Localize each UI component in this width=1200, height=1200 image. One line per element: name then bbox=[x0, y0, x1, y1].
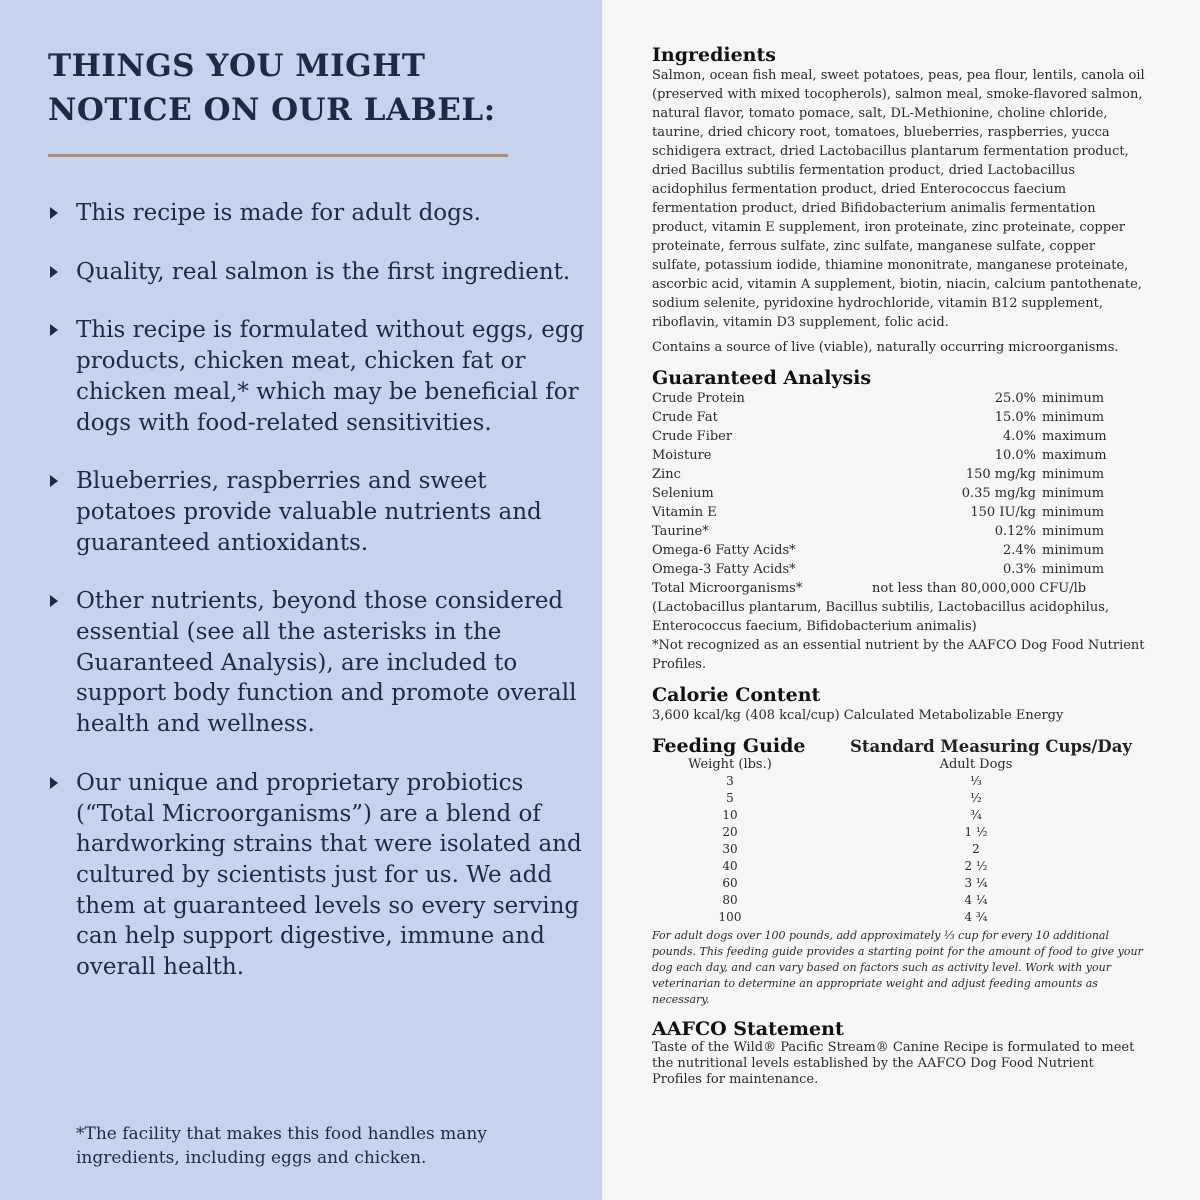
nutrient-qualifier: minimum bbox=[1042, 524, 1105, 539]
cups-cell: 1 ½ bbox=[964, 825, 988, 839]
nutrient-qualifier: minimum bbox=[1042, 410, 1105, 425]
table-row bbox=[652, 503, 1147, 522]
microorganism-strains: (Lactobacillus plantarum, Bacillus subtilis, Lactobacillus acidophilus, Enterococcus faecium, Bifidobacterium animalis) bbox=[652, 600, 1110, 634]
headline-line-1: THINGS YOU MIGHT bbox=[48, 48, 426, 84]
feeding-title: Feeding Guide bbox=[652, 735, 806, 757]
nutrient-name: Crude Fat bbox=[652, 410, 718, 425]
headline bbox=[48, 44, 568, 132]
analysis-title: Guaranteed Analysis bbox=[652, 367, 872, 389]
feeding-header bbox=[652, 735, 1147, 757]
cups-cell: ¾ bbox=[970, 808, 982, 822]
nutrient-qualifier: minimum bbox=[1042, 562, 1105, 577]
bullet-item bbox=[48, 315, 588, 438]
table-row bbox=[652, 909, 1147, 926]
nutrient-name: Total Microorganisms* bbox=[652, 581, 803, 596]
nutrient-name: Taurine* bbox=[652, 524, 709, 539]
cups-cell: 4 ¾ bbox=[964, 910, 988, 924]
weight-cell: 5 bbox=[726, 791, 734, 805]
weight-cell: 10 bbox=[722, 808, 738, 822]
aafco-section bbox=[652, 1018, 1147, 1088]
nutrient-name: Crude Fiber bbox=[652, 429, 733, 444]
aafco-title: AAFCO Statement bbox=[652, 1018, 844, 1040]
nutrient-value: 25.0% bbox=[994, 391, 1036, 406]
cups-cell: 4 ¼ bbox=[964, 893, 988, 907]
arrow-icon bbox=[50, 475, 58, 487]
bullet-text: This recipe is made for adult dogs. bbox=[76, 200, 481, 226]
cups-cell: 2 ½ bbox=[964, 859, 988, 873]
table-row bbox=[652, 858, 1147, 875]
table-row bbox=[652, 560, 1147, 579]
nutrient-qualifier: minimum bbox=[1042, 467, 1105, 482]
calorie-section bbox=[652, 684, 1147, 725]
arrow-icon bbox=[50, 207, 58, 219]
table-row bbox=[652, 875, 1147, 892]
bullet-item bbox=[48, 466, 588, 558]
nutrient-value: 0.35 mg/kg bbox=[961, 486, 1036, 501]
table-row bbox=[652, 807, 1147, 824]
nutrient-name: Crude Protein bbox=[652, 391, 745, 406]
bullet-item bbox=[48, 198, 588, 229]
nutrient-value: 150 mg/kg bbox=[965, 467, 1036, 482]
weight-cell: 30 bbox=[722, 842, 738, 856]
feeding-column-headers bbox=[652, 757, 1147, 773]
table-row bbox=[652, 446, 1147, 465]
nutrient-qualifier: maximum bbox=[1042, 448, 1107, 463]
table-row bbox=[652, 841, 1147, 858]
arrow-icon bbox=[50, 595, 58, 607]
nutrient-value: 0.3% bbox=[1002, 562, 1036, 577]
table-row bbox=[652, 541, 1147, 560]
weight-cell: 100 bbox=[718, 910, 742, 924]
adult-dogs-header: Adult Dogs bbox=[939, 757, 1013, 772]
bullet-text: This recipe is formulated without eggs, egg products, chicken meat, chicken fat or chicken meal,* which may be beneficial for dogs with food-related sensitivities. bbox=[76, 317, 585, 436]
nutrient-qualifier: minimum bbox=[1042, 391, 1105, 406]
nutrient-value: not less than 80,000,000 CFU/lb bbox=[872, 581, 1087, 596]
table-row bbox=[652, 824, 1147, 841]
nutrient-qualifier: minimum bbox=[1042, 505, 1105, 520]
ingredients-section bbox=[652, 44, 1147, 357]
table-row bbox=[652, 522, 1147, 541]
table-row bbox=[652, 790, 1147, 807]
aafco-text: Taste of the Wild® Pacific Stream® Canine Recipe is formulated to meet the nutritional levels established by the AAFCO Dog Food Nutrient Profiles for maintenance. bbox=[652, 1040, 1135, 1087]
cups-title: Standard Measuring Cups/Day bbox=[850, 737, 1132, 756]
analysis-footnote: *Not recognized as an essential nutrient by the AAFCO Dog Food Nutrient Profiles. bbox=[652, 638, 1145, 672]
nutrient-value: 4.0% bbox=[1002, 429, 1036, 444]
ingredients-text: Salmon, ocean fish meal, sweet potatoes, peas, pea flour, lentils, canola oil (preserved with mixed tocopherols), salmon meal, smoke-flavored salmon, natural flavor, tomato pomace, salt, DL-Methionine, choline chloride, taurine, dried chicory root, tomatoes, blueberries, raspberries, yucca schidigera extract, dried Lactobacillus plantarum fermentation product, dried Bacillus subtilis fermentation product, dried Lactobacillus acidophilus fermentation product, dried Enterococcus faecium fermentation product, dried Bifidobacterium animalis fermentation product, vitamin E supplement, iron proteinate, zinc proteinate, copper proteinate, ferrous sulfate, zinc sulfate, manganese sulfate, copper sulfate, potassium iodide, thiamine mononitrate, manganese proteinate, ascorbic acid, vitamin A supplement, biotin, niacin, calcium pantothenate, sodium selenite, pyridoxine hydrochloride, vitamin B12 supplement, riboflavin, vitamin D3 supplement, folic acid. bbox=[652, 68, 1145, 330]
nutrient-name: Selenium bbox=[652, 486, 714, 501]
arrow-icon bbox=[50, 777, 58, 789]
bullet-item bbox=[48, 768, 588, 983]
bullet-text: Blueberries, raspberries and sweet potatoes provide valuable nutrients and guaranteed antioxidants. bbox=[76, 468, 542, 556]
calorie-text: 3,600 kcal/kg (408 kcal/cup) Calculated Metabolizable Energy bbox=[652, 708, 1064, 723]
nutrient-name: Omega-3 Fatty Acids* bbox=[652, 562, 796, 577]
nutrient-name: Zinc bbox=[652, 467, 681, 482]
table-row bbox=[652, 408, 1147, 427]
nutrient-qualifier: minimum bbox=[1042, 486, 1105, 501]
weight-cell: 3 bbox=[726, 774, 734, 788]
table-row bbox=[652, 427, 1147, 446]
nutrient-qualifier: maximum bbox=[1042, 429, 1107, 444]
nutrient-value: 150 IU/kg bbox=[970, 505, 1036, 520]
ingredients-note: Contains a source of live (viable), naturally occurring microorganisms. bbox=[652, 340, 1119, 355]
bullet-text: Other nutrients, beyond those considered essential (see all the asterisks in the Guaranteed Analysis), are included to support body function and promote overall health and wellness. bbox=[76, 588, 577, 738]
nutrient-value: 2.4% bbox=[1002, 543, 1036, 558]
analysis-section bbox=[652, 367, 1147, 674]
weight-cell: 80 bbox=[722, 893, 738, 907]
nutrient-name: Vitamin E bbox=[652, 505, 717, 520]
nutrient-value: 0.12% bbox=[994, 524, 1036, 539]
bullet-item bbox=[48, 586, 588, 740]
label-content bbox=[652, 44, 1147, 1098]
calorie-title: Calorie Content bbox=[652, 684, 821, 706]
cups-cell: ½ bbox=[970, 791, 982, 805]
ingredients-title: Ingredients bbox=[652, 44, 776, 66]
bullet-text: Quality, real salmon is the first ingredient. bbox=[76, 258, 571, 285]
nutrient-qualifier: minimum bbox=[1042, 543, 1105, 558]
nutrient-name: Moisture bbox=[652, 448, 712, 463]
headline-line-2: NOTICE ON OUR LABEL: bbox=[48, 92, 496, 128]
bullet-text: Our unique and proprietary probiotics (“Total Microorganisms”) are a blend of hardworking strains that were isolated and cultured by scientists just for us. We add them at guaranteed levels so every serving can help support digestive, immune and overall health. bbox=[76, 769, 582, 981]
weight-header: Weight (lbs.) bbox=[688, 757, 772, 772]
bullet-list bbox=[48, 198, 588, 1011]
label-panel bbox=[602, 0, 1200, 1200]
weight-cell: 20 bbox=[722, 825, 738, 839]
table-row bbox=[652, 892, 1147, 909]
arrow-icon bbox=[50, 324, 58, 336]
table-row bbox=[652, 484, 1147, 503]
nutrient-value: 10.0% bbox=[994, 448, 1036, 463]
facility-footnote: *The facility that makes this food handles many ingredients, including eggs and chicken. bbox=[76, 1124, 487, 1168]
arrow-icon bbox=[50, 266, 58, 278]
table-row bbox=[652, 579, 1147, 598]
nutrient-name: Omega-6 Fatty Acids* bbox=[652, 543, 796, 558]
cups-cell: ⅓ bbox=[970, 774, 982, 788]
nutrient-value: 15.0% bbox=[994, 410, 1036, 425]
analysis-table bbox=[652, 389, 1147, 598]
feeding-note: For adult dogs over 100 pounds, add approximately ⅓ cup for every 10 additional pounds. This feeding guide provides a starting point for the amount of food to give your dog each day, and can vary based on factors such as activity level. Work with your veterinarian to determine an appropriate weight and adjust feeding amounts as necessary. bbox=[652, 929, 1143, 1006]
cups-cell: 3 ¼ bbox=[964, 876, 988, 890]
cups-cell: 2 bbox=[972, 842, 980, 856]
feeding-section bbox=[652, 735, 1147, 1008]
table-row bbox=[652, 389, 1147, 408]
weight-cell: 60 bbox=[722, 876, 738, 890]
table-row bbox=[652, 465, 1147, 484]
weight-cell: 40 bbox=[722, 859, 738, 873]
table-row bbox=[652, 773, 1147, 790]
bullet-item bbox=[48, 257, 588, 288]
divider bbox=[48, 154, 508, 157]
